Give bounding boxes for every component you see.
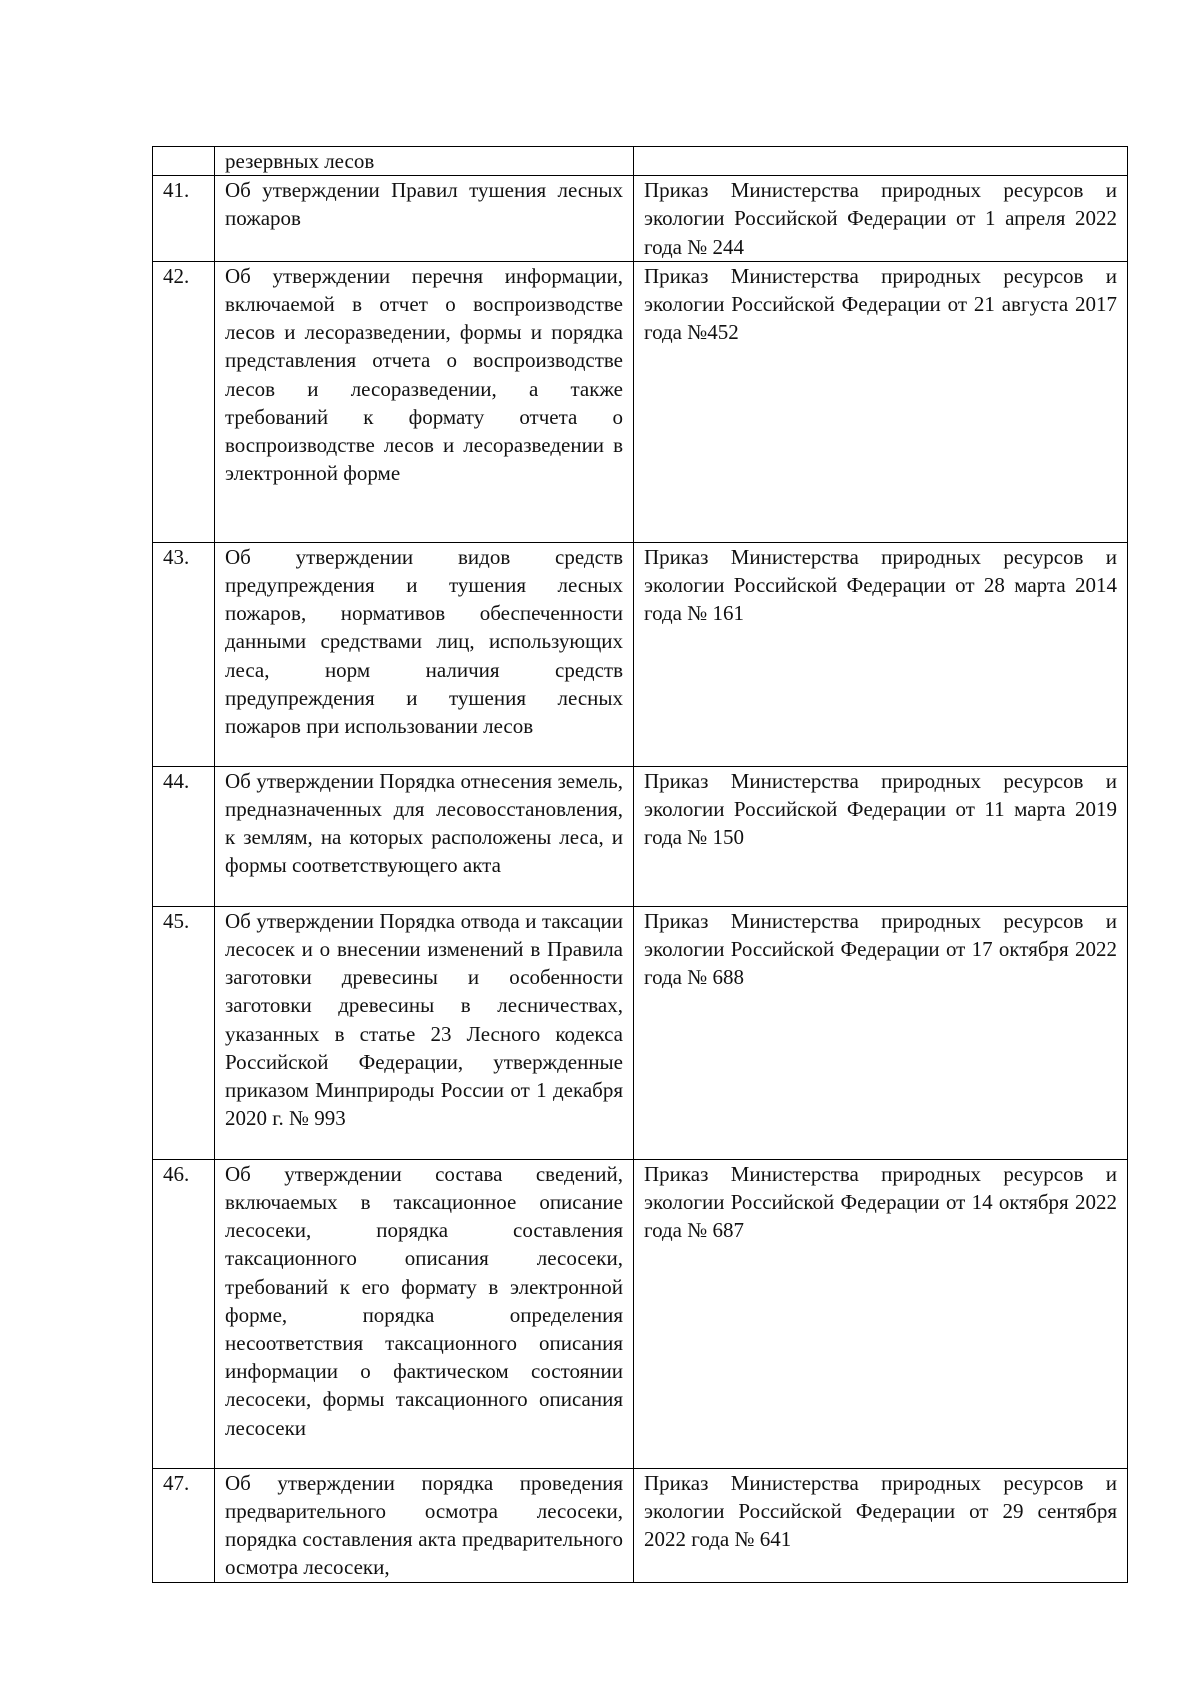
document-title: Об утверждении Правил тушения лесных пожаров <box>215 176 634 262</box>
table-row <box>153 766 1128 906</box>
legal-act: Приказ Министерства природных ресурсов и экологии Российской Федерации от 17 октября 2022 года № 688 <box>634 906 1128 1159</box>
document-title: Об утверждении перечня информации, включаемой в отчет о воспроизводстве лесов и лесоразведении, формы и порядка представления отчета о воспроизводстве лесов и лесоразведении, а также требований к формату отчета о воспроизводстве лесов и лесоразведении в электронной форме <box>215 261 634 542</box>
table-row <box>153 906 1128 1159</box>
row-number: 43. <box>153 542 215 766</box>
legal-act: Приказ Министерства природных ресурсов и экологии Российской Федерации от 28 марта 2014 года № 161 <box>634 542 1128 766</box>
document-title: Об утверждении порядка проведения предварительного осмотра лесосеки, порядка составления акта предварительного осмотра лесосеки, <box>215 1468 634 1582</box>
row-number: 42. <box>153 261 215 542</box>
regulations-table <box>152 146 1128 1583</box>
regulations-table-body <box>153 147 1128 1583</box>
row-number <box>153 147 215 176</box>
legal-act: Приказ Министерства природных ресурсов и экологии Российской Федерации от 11 марта 2019 года № 150 <box>634 766 1128 906</box>
document-title: Об утверждении Порядка отвода и таксации лесосек и о внесении изменений в Правила заготовки древесины и особенности заготовки древесины в лесничествах, указанных в статье 23 Лесного кодекса Российской Федерации, утвержденные приказом Минприроды России от 1 декабря 2020 г. № 993 <box>215 906 634 1159</box>
table-row <box>153 542 1128 766</box>
row-number: 44. <box>153 766 215 906</box>
row-number: 47. <box>153 1468 215 1582</box>
row-number: 41. <box>153 176 215 262</box>
document-title: Об утверждении Порядка отнесения земель, предназначенных для лесовосстановления, к землям, на которых расположены леса, и формы соответствующего акта <box>215 766 634 906</box>
table-row <box>153 147 1128 176</box>
row-number: 46. <box>153 1159 215 1468</box>
legal-act: Приказ Министерства природных ресурсов и экологии Российской Федерации от 14 октября 2022 года № 687 <box>634 1159 1128 1468</box>
legal-act <box>634 147 1128 176</box>
table-row <box>153 1468 1128 1582</box>
legal-act: Приказ Министерства природных ресурсов и экологии Российской Федерации от 29 сентября 2022 года № 641 <box>634 1468 1128 1582</box>
row-number: 45. <box>153 906 215 1159</box>
document-title: Об утверждении видов средств предупреждения и тушения лесных пожаров, нормативов обеспеченности данными средствами лиц, использующих леса, норм наличия средств предупреждения и тушения лесных пожаров при использовании лесов <box>215 542 634 766</box>
table-row <box>153 1159 1128 1468</box>
legal-act: Приказ Министерства природных ресурсов и экологии Российской Федерации от 1 апреля 2022 года № 244 <box>634 176 1128 262</box>
table-row <box>153 176 1128 262</box>
document-title: Об утверждении состава сведений, включаемых в таксационное описание лесосеки, порядка составления таксационного описания лесосеки, требований к его формату в электронной форме, порядка определения несоответствия таксационного описания информации о фактическом состоянии лесосеки, формы таксационного описания лесосеки <box>215 1159 634 1468</box>
legal-act: Приказ Министерства природных ресурсов и экологии Российской Федерации от 21 августа 2017 года №452 <box>634 261 1128 542</box>
table-row <box>153 261 1128 542</box>
document-title: резервных лесов <box>215 147 634 176</box>
